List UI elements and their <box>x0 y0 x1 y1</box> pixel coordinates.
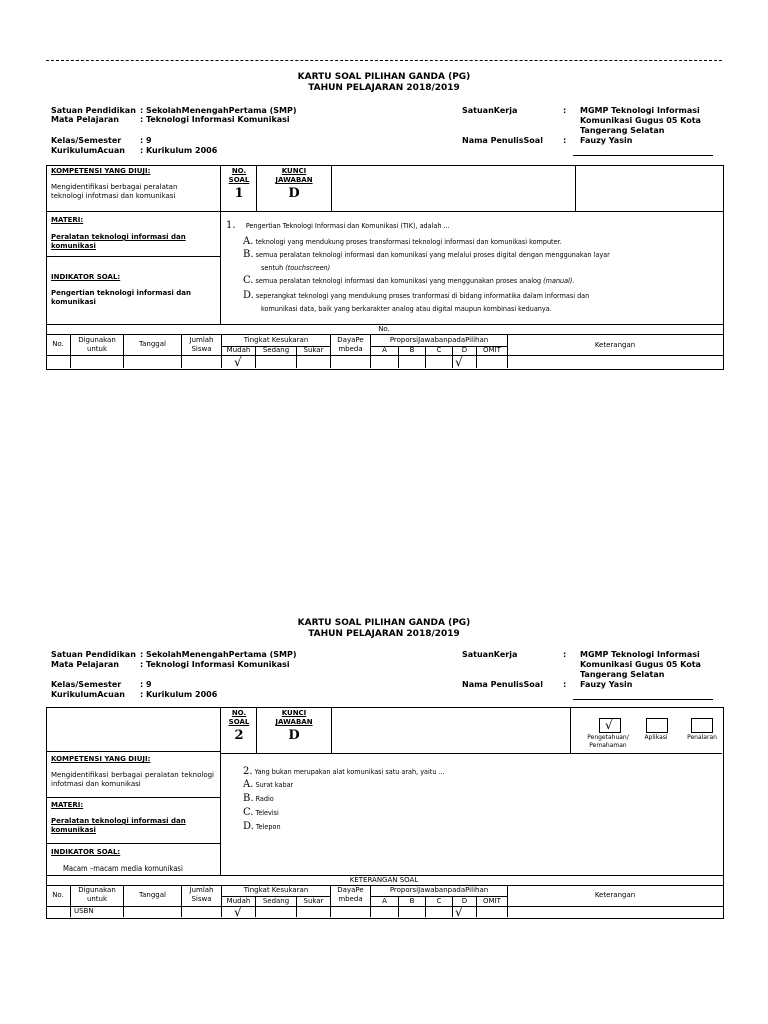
satker-value: MGMP Teknologi Informasi Komunikasi Gugus 05 Kota Tangerang Selatan <box>580 106 701 135</box>
option-c: C. semua peralatan teknologi informasi dan komunikasi yang menggunakan proses analog (manual). <box>243 275 575 286</box>
col-tanggal: Tanggal <box>139 891 166 899</box>
col-keterangan: Keterangan <box>594 891 636 899</box>
signature-line <box>573 699 713 700</box>
question-stem: 1. Pengertian Teknologi Informasi dan Komunikasi (TIK), adalah ... <box>226 220 450 231</box>
col-sedang: Sedang <box>262 346 290 354</box>
indikator-text: Pengertian teknologi informasi dan komunikasi <box>51 289 191 306</box>
check-d: √ <box>455 355 463 369</box>
satker-value: MGMP Teknologi Informasi Komunikasi Gugus 05 Kota Tangerang Selatan <box>580 650 701 679</box>
card-title: KARTU SOAL PILIHAN GANDA (PG) <box>297 72 471 82</box>
indikator-label: INDIKATOR SOAL: <box>51 848 121 856</box>
no-soal-label: NO. SOAL <box>228 167 250 184</box>
option-b-cont: sentuh (touchscreen) <box>261 263 331 272</box>
kompetensi-label: KOMPETENSI YANG DIUJI: <box>51 167 151 175</box>
col-digunakan: Digunakan untuk <box>78 336 116 353</box>
kurikulum-label: KurikulumAcuan <box>51 146 125 155</box>
col-a: A <box>382 897 387 905</box>
keterangan-title: KETERANGAN SOAL <box>349 876 419 884</box>
materi-text: Peralatan teknologi informasi dan komunikasi <box>51 817 186 834</box>
option-b: B. semua peralatan teknologi informasi dan komunikasi yang melalui proses digital dengan menggunakan layar <box>243 249 610 260</box>
materi-label: MATERI: <box>51 216 84 224</box>
satuan-value: : SekolahMenengahPertama (SMP) <box>140 106 297 115</box>
card-subtitle: TAHUN PELAJARAN 2018/2019 <box>308 629 460 639</box>
satker-label: SatuanKerja <box>462 650 518 659</box>
col-jumlah: Jumlah Siswa <box>189 336 214 353</box>
col-mudah: Mudah <box>226 346 251 354</box>
option-b: B. Radio <box>243 793 274 804</box>
penulis-label: Nama PenulisSoal <box>462 680 543 689</box>
col-omit: OMIT <box>483 346 501 354</box>
satuan-value: : SekolahMenengahPertama (SMP) <box>140 650 297 659</box>
kelas-label: Kelas/Semester <box>51 680 122 689</box>
col-b: B <box>409 346 415 354</box>
col-proporsi: ProporsiJawabanpadaPilihan <box>389 886 489 894</box>
col-no: No. <box>52 340 64 348</box>
card-title: KARTU SOAL PILIHAN GANDA (PG) <box>297 618 471 628</box>
materi-label: MATERI: <box>51 801 84 809</box>
option-a: A. Surat kabar <box>243 779 294 790</box>
cut-line <box>46 60 722 61</box>
option-c: C. Televisi <box>243 807 279 818</box>
option-d: D. Telepon <box>243 821 281 832</box>
col-proporsi: ProporsiJawabanpadaPilihan <box>389 336 489 344</box>
mapel-label: Mata Pelajaran <box>51 115 119 124</box>
colon: : <box>563 106 567 115</box>
col-mudah: Mudah <box>226 897 251 905</box>
row-digunakan: USBN <box>74 907 94 915</box>
option-d: D. seperangkat teknologi yang mendukung proses tranformasi di bidang informatika dalam informasi dan <box>243 290 590 301</box>
kompetensi-label: KOMPETENSI YANG DIUJI: <box>51 755 151 763</box>
kompetensi-text: Mengidentifikasi berbagai peralatan teknologi infotmasi dan komunikasi <box>51 183 178 200</box>
kunci-label: KUNCI JAWABAN <box>275 167 313 184</box>
option-a: A. teknologi yang mendukung proses transformasi teknologi informasi dan komunikasi komputer. <box>243 236 562 247</box>
col-tingkat: Tingkat Kesukaran <box>243 336 309 344</box>
kunci-jawaban: D <box>288 728 300 743</box>
penulis-label: Nama PenulisSoal <box>462 136 543 145</box>
level-label-penalaran: Penalaran <box>687 734 717 741</box>
penulis-value: Fauzy Yasin <box>580 136 633 145</box>
materi-text: Peralatan teknologi informasi dan komunikasi <box>51 233 186 250</box>
col-jumlah: Jumlah Siswa <box>189 886 214 903</box>
kompetensi-text: Mengidentifikasi berbagai peralatan teknologi infotmasi dan komunikasi <box>51 771 214 788</box>
no-soal: 1 <box>234 186 244 201</box>
card-subtitle: TAHUN PELAJARAN 2018/2019 <box>308 83 460 93</box>
col-tanggal: Tanggal <box>139 340 166 348</box>
kurikulum-label: KurikulumAcuan <box>51 690 125 699</box>
col-sukar: Sukar <box>303 897 324 905</box>
no-soal: 2 <box>234 728 244 743</box>
kunci-jawaban: D <box>288 186 300 201</box>
col-daya: DayaPe mbeda <box>337 886 364 903</box>
no-soal-label: NO. SOAL <box>228 709 250 726</box>
col-d: D <box>461 346 468 354</box>
col-a: A <box>382 346 387 354</box>
level-label-aplikasi: Aplikasi <box>644 734 668 741</box>
penulis-value: Fauzy Yasin <box>580 680 633 689</box>
kelas-value: : 9 <box>140 136 152 145</box>
level-box-penalaran[interactable] <box>691 718 713 733</box>
satker-label: SatuanKerja <box>462 106 518 115</box>
col-sedang: Sedang <box>262 897 290 905</box>
col-c: C <box>436 346 442 354</box>
kelas-label: Kelas/Semester <box>51 136 122 145</box>
mapel-label: Mata Pelajaran <box>51 660 119 669</box>
check-pengetahuan: √ <box>605 718 613 732</box>
satuan-label: Satuan Pendidikan <box>51 106 136 115</box>
col-daya: DayaPe mbeda <box>337 336 364 353</box>
colon: : <box>563 650 567 659</box>
signature-line <box>573 155 713 156</box>
col-d: D <box>461 897 468 905</box>
question-stem: 2. Yang bukan merupakan alat komunikasi satu arah, yaitu ... <box>243 766 445 777</box>
col-c: C <box>436 897 442 905</box>
indikator-label: INDIKATOR SOAL: <box>51 273 121 281</box>
kurikulum-value: : Kurikulum 2006 <box>140 690 218 699</box>
col-b: B <box>409 897 415 905</box>
col-digunakan: Digunakan untuk <box>78 886 116 903</box>
level-box-aplikasi[interactable] <box>646 718 668 733</box>
col-omit: OMIT <box>483 897 501 905</box>
level-label-pengetahuan: Pengetahuan/ Pemahaman <box>587 734 629 749</box>
colon: : <box>563 136 567 145</box>
mapel-value: : Teknologi Informasi Komunikasi <box>140 660 290 669</box>
colon: : <box>563 680 567 689</box>
col-keterangan: Keterangan <box>594 341 636 349</box>
mapel-value: : Teknologi Informasi Komunikasi <box>140 115 290 124</box>
satuan-label: Satuan Pendidikan <box>51 650 136 659</box>
check-mudah: √ <box>234 905 242 919</box>
col-no: No. <box>52 891 64 899</box>
check-d: √ <box>455 905 463 919</box>
col-tingkat: Tingkat Kesukaran <box>243 886 309 894</box>
keterangan-title: No. <box>378 325 390 333</box>
col-sukar: Sukar <box>303 346 324 354</box>
check-mudah: √ <box>234 355 242 369</box>
kelas-value: : 9 <box>140 680 152 689</box>
indikator-text: Macam –macam media komunikasi <box>63 864 183 873</box>
kurikulum-value: : Kurikulum 2006 <box>140 146 218 155</box>
kunci-label: KUNCI JAWABAN <box>275 709 313 726</box>
option-d-cont: komunikasi data, baik yang berkarakter analog atau digital maupun kombinasi keduanya. <box>261 304 552 313</box>
